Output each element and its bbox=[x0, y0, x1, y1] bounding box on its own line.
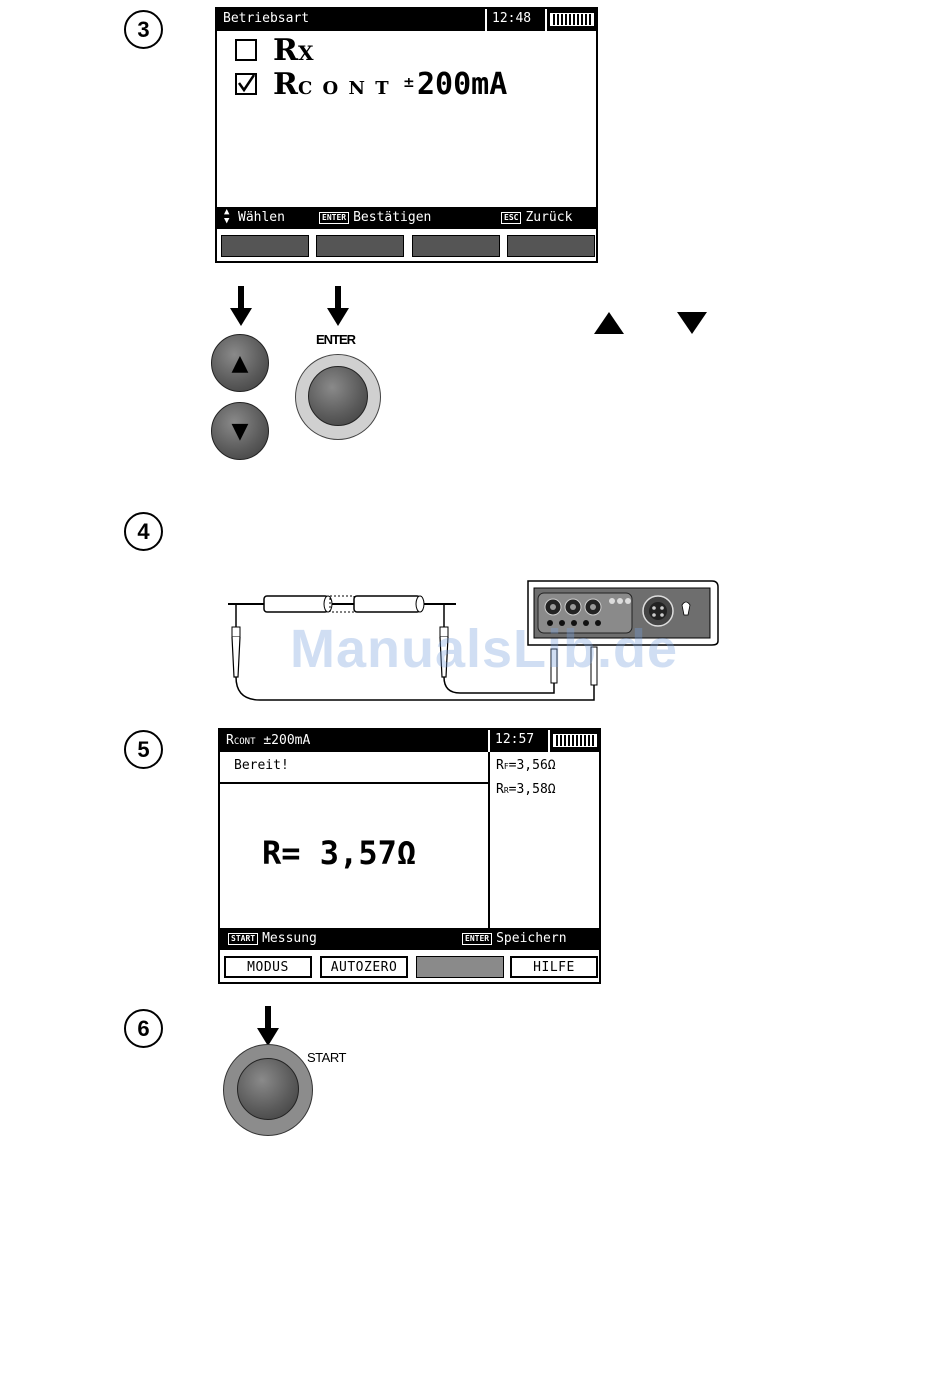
screen-title: Betriebsart bbox=[223, 11, 310, 26]
footer-esc-label: Zurück bbox=[525, 210, 573, 225]
test-lead bbox=[236, 677, 594, 700]
mode-select-screen bbox=[215, 7, 598, 263]
down-pointer-arrow-icon bbox=[325, 286, 351, 328]
softkey-4[interactable] bbox=[507, 235, 595, 257]
watermark: ManualsLib.de bbox=[290, 619, 679, 679]
cable-segment bbox=[354, 596, 420, 612]
option-rx-sub: X bbox=[297, 41, 314, 65]
rf-label: R bbox=[496, 758, 504, 773]
title-divider bbox=[545, 9, 547, 31]
function-title-r: R bbox=[226, 733, 234, 748]
start-key-button[interactable] bbox=[237, 1058, 299, 1120]
battery-icon bbox=[553, 734, 597, 747]
rf-value: =3,56Ω bbox=[508, 758, 556, 773]
screen-title-bar bbox=[217, 9, 596, 31]
step-number-4: 4 bbox=[124, 512, 163, 551]
footer-start-hint bbox=[228, 931, 317, 946]
softkey-autozero[interactable]: AUTOZERO bbox=[320, 956, 408, 978]
plus-minus-sign: ± bbox=[403, 75, 415, 91]
start-key-tag: START bbox=[228, 933, 258, 945]
rr-value: =3,58Ω bbox=[508, 782, 556, 797]
clock: 12:48 bbox=[492, 11, 532, 26]
rr-reading bbox=[496, 782, 556, 797]
test-probe-left bbox=[232, 627, 240, 637]
down-triangle-icon bbox=[676, 311, 708, 335]
panel-divider bbox=[488, 752, 490, 928]
option-rcont-sub: C O N T bbox=[297, 78, 391, 99]
softkey-hilfe[interactable]: HILFE bbox=[510, 956, 598, 978]
footer-esc-hint bbox=[501, 210, 572, 225]
down-pointer-arrow-icon bbox=[228, 286, 254, 328]
rx-checkbox[interactable] bbox=[235, 39, 257, 61]
rf-reading bbox=[496, 758, 556, 773]
option-rcont-label bbox=[273, 67, 391, 102]
measurement-screen bbox=[218, 728, 601, 984]
rr-sub: R bbox=[503, 786, 509, 795]
main-resistance-reading: R= 3,57Ω bbox=[262, 834, 417, 872]
up-down-arrow-icon: ▲ ▼ bbox=[224, 207, 230, 226]
enter-key-tag: ENTER bbox=[319, 212, 349, 224]
up-triangle-icon bbox=[593, 311, 625, 335]
down-pointer-arrow-icon bbox=[255, 1006, 281, 1048]
step-number-5: 5 bbox=[124, 730, 163, 769]
footer-enter-label: Bestätigen bbox=[353, 210, 432, 225]
option-rcont-main: R bbox=[273, 67, 298, 102]
clock: 12:57 bbox=[495, 732, 535, 747]
checkmark-icon bbox=[237, 75, 255, 93]
step-number-6: 6 bbox=[124, 1009, 163, 1048]
down-key-button[interactable]: ▼ bbox=[211, 402, 269, 460]
status-divider bbox=[220, 782, 488, 784]
enter-key-button[interactable] bbox=[308, 366, 368, 426]
footer-enter-hint bbox=[462, 931, 567, 946]
esc-key-tag: ESC bbox=[501, 212, 521, 224]
start-key-caption: START bbox=[307, 1050, 346, 1065]
step-number-3: 3 bbox=[124, 10, 163, 49]
test-current-value: 200mA bbox=[417, 67, 508, 102]
footer-start-label: Messung bbox=[262, 931, 317, 946]
softkey-modus[interactable]: MODUS bbox=[224, 956, 312, 978]
title-divider bbox=[548, 730, 550, 752]
footer-enter-label: Speichern bbox=[496, 931, 567, 946]
softkey-empty[interactable] bbox=[416, 956, 504, 978]
function-title-value: ±200mA bbox=[263, 733, 311, 748]
softkey-2[interactable] bbox=[316, 235, 404, 257]
rf-sub: F bbox=[503, 762, 509, 771]
enter-key-tag: ENTER bbox=[462, 933, 492, 945]
footer-select-label: Wählen bbox=[238, 210, 285, 225]
screen-footer bbox=[217, 207, 596, 229]
enter-key-caption: ENTER bbox=[316, 332, 356, 347]
title-divider bbox=[485, 9, 487, 31]
battery-icon bbox=[550, 13, 594, 26]
softkey-1[interactable] bbox=[221, 235, 309, 257]
screen-footer bbox=[220, 928, 599, 950]
option-rx-main: R bbox=[273, 33, 298, 68]
screen-title-bar bbox=[220, 730, 599, 752]
cable-segment bbox=[264, 596, 328, 612]
function-title-sub: CONT bbox=[233, 737, 256, 747]
option-rx-label bbox=[273, 33, 313, 68]
footer-enter-hint bbox=[319, 210, 431, 225]
status-text: Bereit! bbox=[234, 758, 289, 773]
title-divider bbox=[488, 730, 490, 752]
softkey-3[interactable] bbox=[412, 235, 500, 257]
rcont-checkbox[interactable] bbox=[235, 73, 257, 95]
rr-label: R bbox=[496, 782, 504, 797]
up-key-button[interactable]: ▲ bbox=[211, 334, 269, 392]
function-title bbox=[226, 733, 310, 748]
